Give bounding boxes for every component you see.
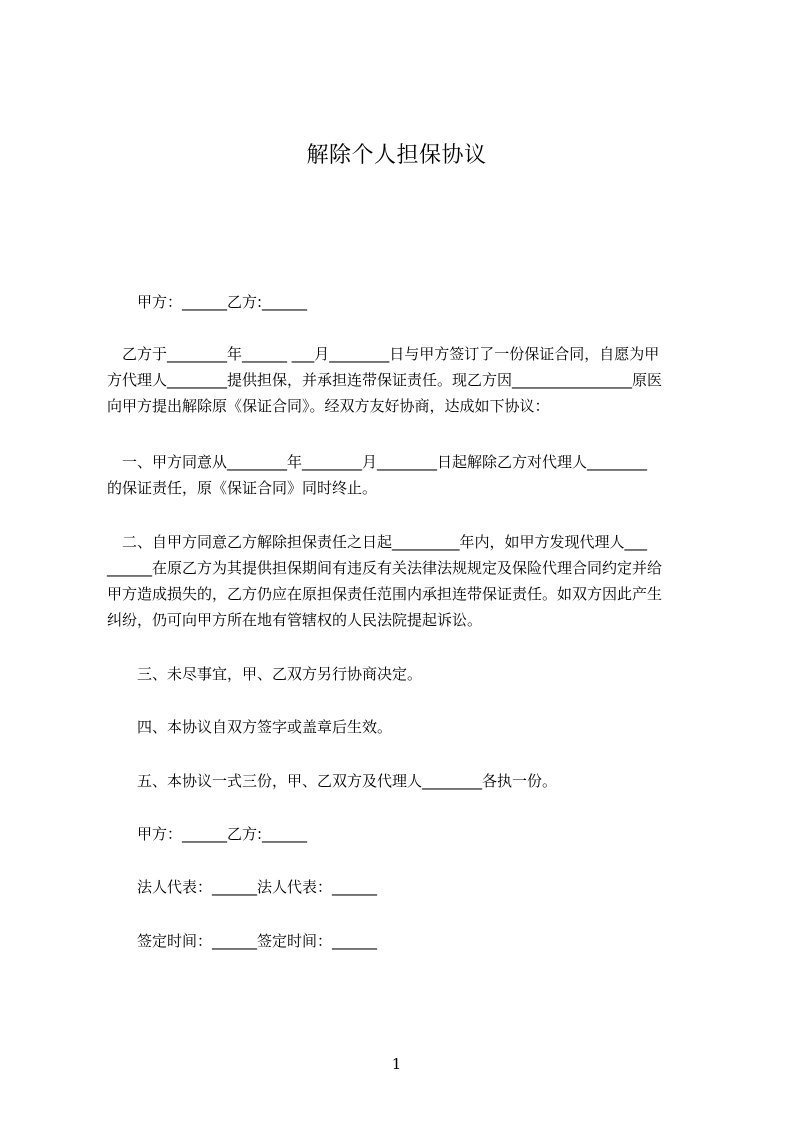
clause-1-paragraph <box>107 449 703 501</box>
signature-representatives: 法人代表：______法人代表：______ <box>137 878 378 896</box>
clause-2-line: 甲方造成损失的，乙方仍应在原担保责任范围内承担连带保证责任。如双方因此产生 <box>107 585 663 603</box>
intro-paragraph <box>107 341 703 419</box>
page-number: 1 <box>391 1055 402 1073</box>
parties-line-top: 甲方：______乙方:______ <box>137 293 308 311</box>
intro-line: 向甲方提出解除原《保证合同》。经双方友好协商，达成如下协议： <box>107 397 550 415</box>
clause-2-line: 二、自甲方同意乙方解除担保责任之日起_________年内，如甲方发现代理人___ <box>107 533 648 551</box>
clause-1-line: 一、甲方同意从________年________月________日起解除乙方对代理人________ <box>107 453 648 471</box>
clause-5: 五、本协议一式三份，甲、乙双方及代理人________各执一份。 <box>137 772 558 790</box>
clause-2-line: ______在原乙方为其提供担保期间有违反有关法律法规规定及保险代理合同约定并给 <box>107 559 663 577</box>
intro-line: 方代理人________提供担保，并承担连带保证责任。现乙方因________________原医 <box>107 371 663 389</box>
clause-1-line: 的保证责任，原《保证合同》同时终止。 <box>107 479 378 497</box>
intro-line: 乙方于________年______ ___月________日与甲方签订了一份保证合同，自愿为甲 <box>107 345 660 363</box>
signature-parties: 甲方：______乙方:______ <box>137 825 308 843</box>
signature-dates: 签定时间：______签定时间：______ <box>137 932 378 950</box>
document-title: 解除个人担保协议 <box>306 143 487 168</box>
clause-2-paragraph <box>107 529 703 633</box>
clause-2-line: 纠纷，仍可向甲方所在地有管辖权的人民法院提起诉讼。 <box>107 611 483 629</box>
clause-4: 四、本协议自双方签字或盖章后生效。 <box>137 718 393 736</box>
clause-3: 三、未尽事宜，甲、乙双方另行协商决定。 <box>137 665 423 683</box>
